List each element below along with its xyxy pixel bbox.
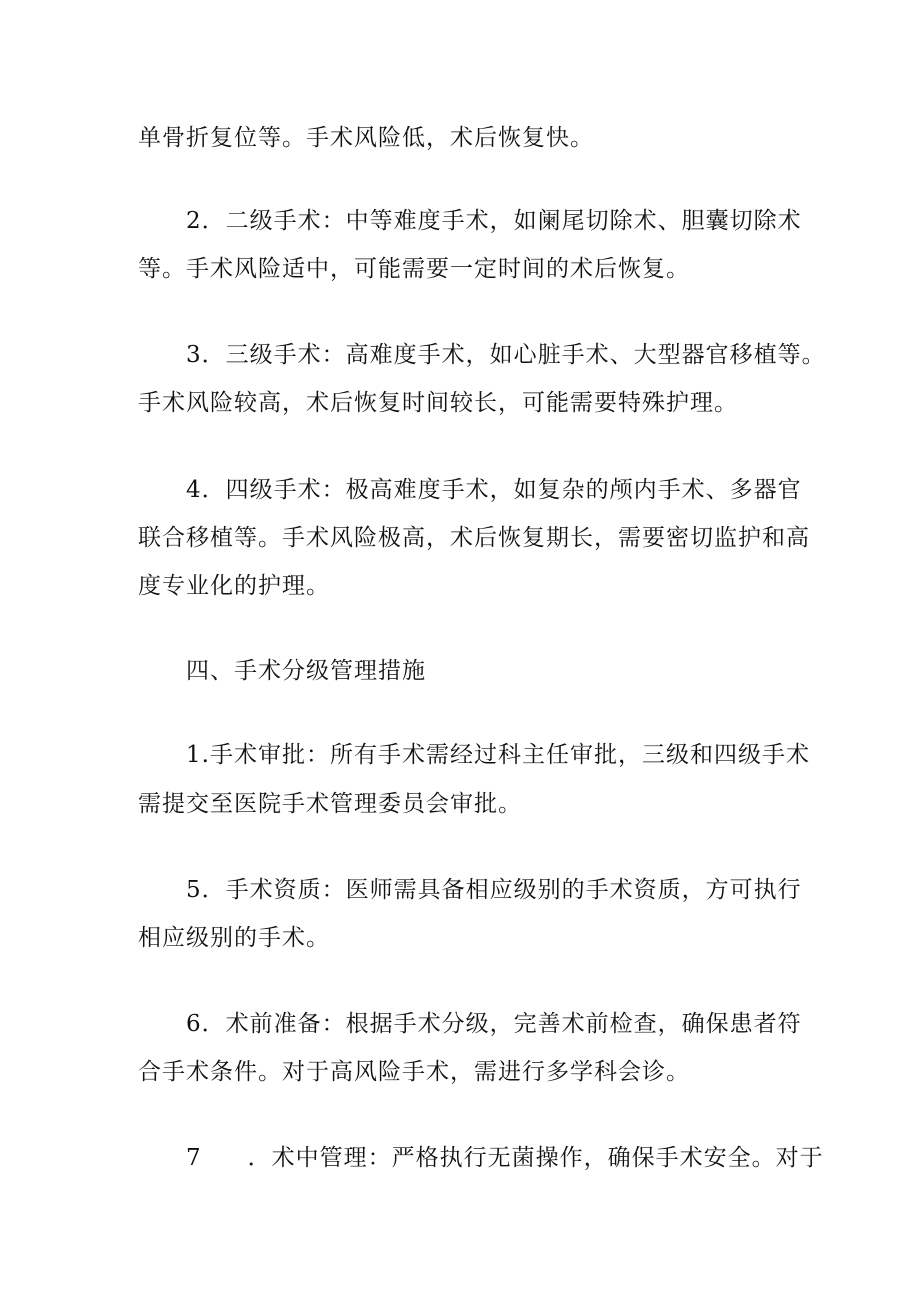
section-heading: 四、手术分级管理措施 [186, 658, 426, 684]
paragraph-line: 2．二级手术：中等难度手术，如阑尾切除术、胆囊切除术 [186, 208, 802, 234]
paragraph-line: 度专业化的护理。 [138, 573, 330, 599]
paragraph-line: 4．四级手术：极高难度手术，如复杂的颅内手术、多器官 [186, 477, 802, 503]
paragraph-line: 等。手术风险适中，可能需要一定时间的术后恢复。 [138, 256, 690, 282]
paragraph-line: 3．三级手术：高难度手术，如心脏手术、大型器官移植等。 [186, 342, 826, 368]
paragraph-line [186, 1143, 824, 1173]
paragraph-line: 合手术条件。对于高风险手术，需进行多学科会诊。 [138, 1059, 690, 1085]
paragraph-line: 单骨折复位等。手术风险低，术后恢复快。 [138, 125, 594, 151]
paragraph-line: 联合移植等。手术风险极高，术后恢复期长，需要密切监护和高 [138, 525, 810, 551]
paragraph-line: 5．手术资质：医师需具备相应级别的手术资质，方可执行 [186, 877, 802, 903]
list-number: 7 [186, 1145, 202, 1171]
paragraph-line: 相应级别的手术。 [138, 925, 330, 951]
paragraph-text: ．术中管理：严格执行无菌操作，确保手术安全。对于 [247, 1145, 824, 1171]
paragraph-line: 需提交至医院手术管理委员会审批。 [138, 791, 522, 817]
paragraph-line: 6．术前准备：根据手术分级，完善术前检查，确保患者符 [186, 1011, 802, 1037]
paragraph-line: 手术风险较高，术后恢复时间较长，可能需要特殊护理。 [138, 390, 738, 416]
paragraph-line: 1.手术审批：所有手术需经过科主任审批，三级和四级手术 [186, 742, 810, 768]
